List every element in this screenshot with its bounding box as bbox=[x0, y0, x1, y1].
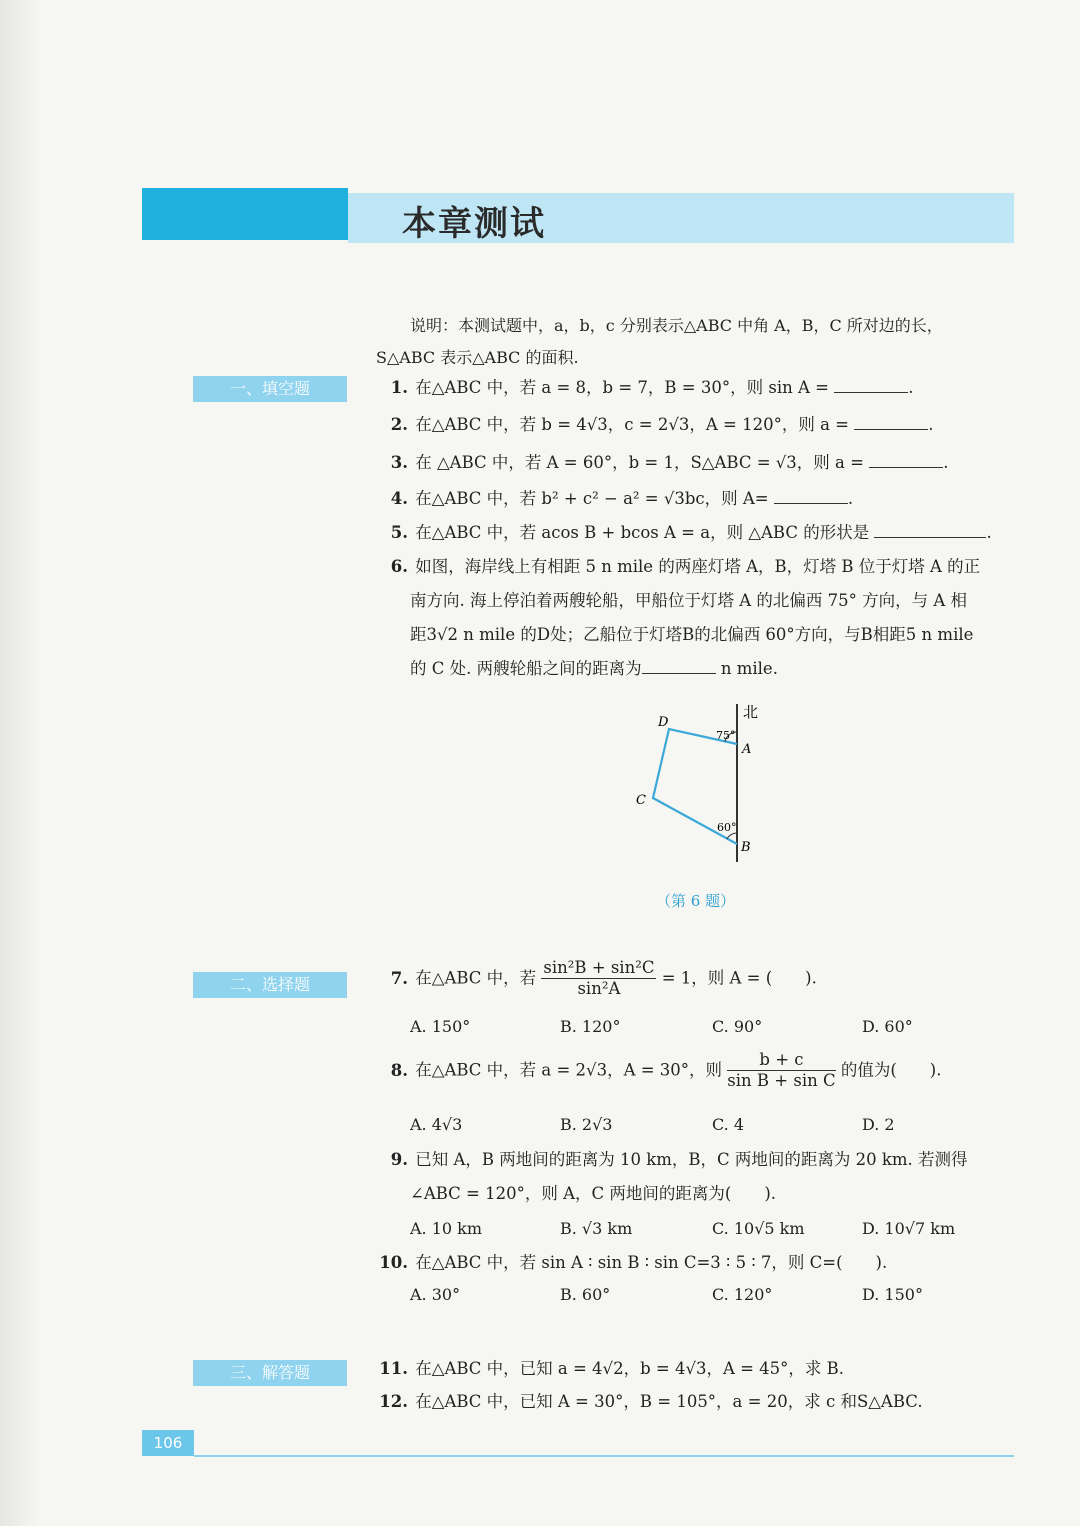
section-answer: 三、解答题 bbox=[193, 1360, 347, 1386]
question-end: . bbox=[847, 489, 854, 508]
option-b: B. 2√3 bbox=[560, 1115, 613, 1134]
question-6 bbox=[374, 550, 1019, 686]
question-number: 8. bbox=[390, 1060, 408, 1080]
option-c: C. 4 bbox=[712, 1115, 745, 1134]
answer-blank bbox=[834, 374, 908, 393]
question-7 bbox=[374, 958, 1019, 1008]
option-a: A. 150° bbox=[410, 1017, 471, 1036]
answer-blank bbox=[642, 655, 716, 674]
point-b-label: B bbox=[741, 840, 751, 855]
question-number: 11. bbox=[379, 1359, 408, 1378]
question-line: 距3√2 n mile 的D处；乙船位于灯塔B的北偏西 60°方向，与B相距5 n mile bbox=[410, 625, 974, 644]
question-text: 在△ABC 中，若 acos B + bcos A = a，则 △ABC 的形状是 bbox=[415, 523, 870, 542]
question-text: 在△ABC 中，若 a = 8，b = 7，B = 30°，则 sin A = bbox=[415, 378, 829, 397]
question-number: 3. bbox=[390, 453, 408, 472]
question-9 bbox=[374, 1143, 1019, 1211]
question-number: 9. bbox=[390, 1150, 408, 1169]
question-1 bbox=[374, 371, 1019, 405]
question-text: 在△ABC 中，若 a = 2√3，A = 30°，则 bbox=[415, 1060, 723, 1080]
answer-blank bbox=[854, 411, 928, 430]
north-label: 北 bbox=[743, 703, 759, 721]
title-band-dark bbox=[142, 188, 348, 240]
option-c: C. 90° bbox=[712, 1017, 763, 1036]
question-text: 在△ABC 中，若 sin A ∶ sin B ∶ sin C=3 ∶ 5 ∶ 7，则 C=( ). bbox=[415, 1253, 888, 1272]
question-text: 在△ABC 中，若 bbox=[415, 968, 537, 988]
angle-a-label: 75° bbox=[716, 729, 736, 742]
question-4 bbox=[374, 482, 1019, 516]
question-text: 的值为( ). bbox=[840, 1060, 942, 1080]
fraction-numerator: b + c bbox=[727, 1050, 835, 1071]
option-d: D. 150° bbox=[862, 1285, 923, 1304]
fraction bbox=[541, 958, 656, 999]
question-number: 5. bbox=[390, 523, 408, 542]
point-c-label: C bbox=[636, 793, 646, 808]
question-8 bbox=[374, 1050, 1019, 1100]
question-number: 10. bbox=[379, 1253, 408, 1272]
fraction-denominator: sin²A bbox=[577, 979, 621, 998]
question-2 bbox=[374, 408, 1019, 442]
section-multiple-choice: 二、选择题 bbox=[193, 972, 347, 998]
chapter-title: 本章测试 bbox=[402, 204, 546, 244]
question-end: . bbox=[943, 453, 949, 472]
point-a-label: A bbox=[742, 742, 752, 757]
option-b: B. √3 km bbox=[560, 1219, 633, 1238]
question-end: . bbox=[986, 523, 992, 542]
angle-b-label: 60° bbox=[717, 821, 737, 834]
question-text: 在△ABC 中，若 b = 4√3，c = 2√3，A = 120°，则 a = bbox=[415, 415, 849, 434]
fraction bbox=[727, 1050, 835, 1091]
question-12 bbox=[374, 1385, 1019, 1419]
option-b: B. 60° bbox=[560, 1285, 611, 1304]
question-10 bbox=[374, 1246, 1019, 1280]
question-line: 如图，海岸线上有相距 5 n mile 的两座灯塔 A，B，灯塔 B 位于灯塔 A 的正 bbox=[415, 557, 981, 576]
question-text: = 1，则 A = ( ). bbox=[661, 968, 817, 988]
answer-blank bbox=[774, 485, 848, 504]
option-d: D. 2 bbox=[862, 1115, 895, 1134]
question-5 bbox=[374, 516, 1019, 550]
question-line: ∠ABC = 120°，则 A，C 两地间的距离为( ). bbox=[410, 1184, 777, 1203]
question-line: n mile. bbox=[720, 659, 778, 678]
option-c: C. 10√5 km bbox=[712, 1219, 805, 1238]
question-number: 6. bbox=[390, 557, 408, 576]
answer-blank bbox=[869, 449, 943, 468]
footer-line bbox=[194, 1455, 1014, 1457]
option-c: C. 120° bbox=[712, 1285, 773, 1304]
figure-caption: （第 6 题） bbox=[656, 892, 736, 910]
question-number: 1. bbox=[390, 378, 408, 397]
fraction-denominator: sin B + sin C bbox=[727, 1071, 836, 1090]
question-line: 已知 A，B 两地间的距离为 10 km，B，C 两地间的距离为 20 km. 若测得 bbox=[415, 1150, 968, 1169]
option-a: A. 30° bbox=[410, 1285, 461, 1304]
option-b: B. 120° bbox=[560, 1017, 621, 1036]
point-d-label: D bbox=[658, 715, 669, 730]
question-11 bbox=[374, 1352, 1019, 1386]
question-line: 的 C 处. 两艘轮船之间的距离为 bbox=[410, 659, 642, 678]
question-6-figure bbox=[620, 696, 770, 866]
question-end: . bbox=[908, 378, 914, 397]
question-text: 在△ABC 中，已知 A = 30°，B = 105°，a = 20，求 c 和S△ABC. bbox=[415, 1392, 923, 1411]
answer-blank bbox=[874, 519, 986, 538]
page-edge-shade bbox=[0, 0, 40, 1526]
question-line: 南方向. 海上停泊着两艘轮船，甲船位于灯塔 A 的北偏西 75° 方向，与 A 相 bbox=[410, 591, 968, 610]
question-number: 4. bbox=[390, 489, 408, 508]
note-line-2: S△ABC 表示△ABC 的面积. bbox=[376, 348, 579, 367]
question-number: 7. bbox=[390, 968, 408, 988]
option-d: D. 60° bbox=[862, 1017, 913, 1036]
question-3 bbox=[374, 446, 1019, 480]
section-fill-in: 一、填空题 bbox=[193, 376, 347, 402]
question-text: 在△ABC 中，若 b² + c² − a² = √3bc，则 A= bbox=[415, 489, 769, 508]
question-number: 12. bbox=[379, 1392, 408, 1411]
option-a: A. 4√3 bbox=[410, 1115, 463, 1134]
question-number: 2. bbox=[390, 415, 408, 434]
question-text: 在△ABC 中，已知 a = 4√2，b = 4√3，A = 45°，求 B. bbox=[415, 1359, 845, 1378]
option-d: D. 10√7 km bbox=[862, 1219, 956, 1238]
option-a: A. 10 km bbox=[410, 1219, 483, 1238]
fraction-numerator: sin²B + sin²C bbox=[543, 958, 655, 977]
test-note bbox=[376, 310, 1016, 374]
question-text: 在 △ABC 中，若 A = 60°，b = 1，S△ABC = √3，则 a = bbox=[415, 453, 864, 472]
note-line-1: 说明：本测试题中，a，b，c 分别表示△ABC 中角 A，B，C 所对边的长， bbox=[410, 316, 943, 335]
page-number: 106 bbox=[142, 1430, 194, 1456]
question-end: . bbox=[928, 415, 934, 434]
